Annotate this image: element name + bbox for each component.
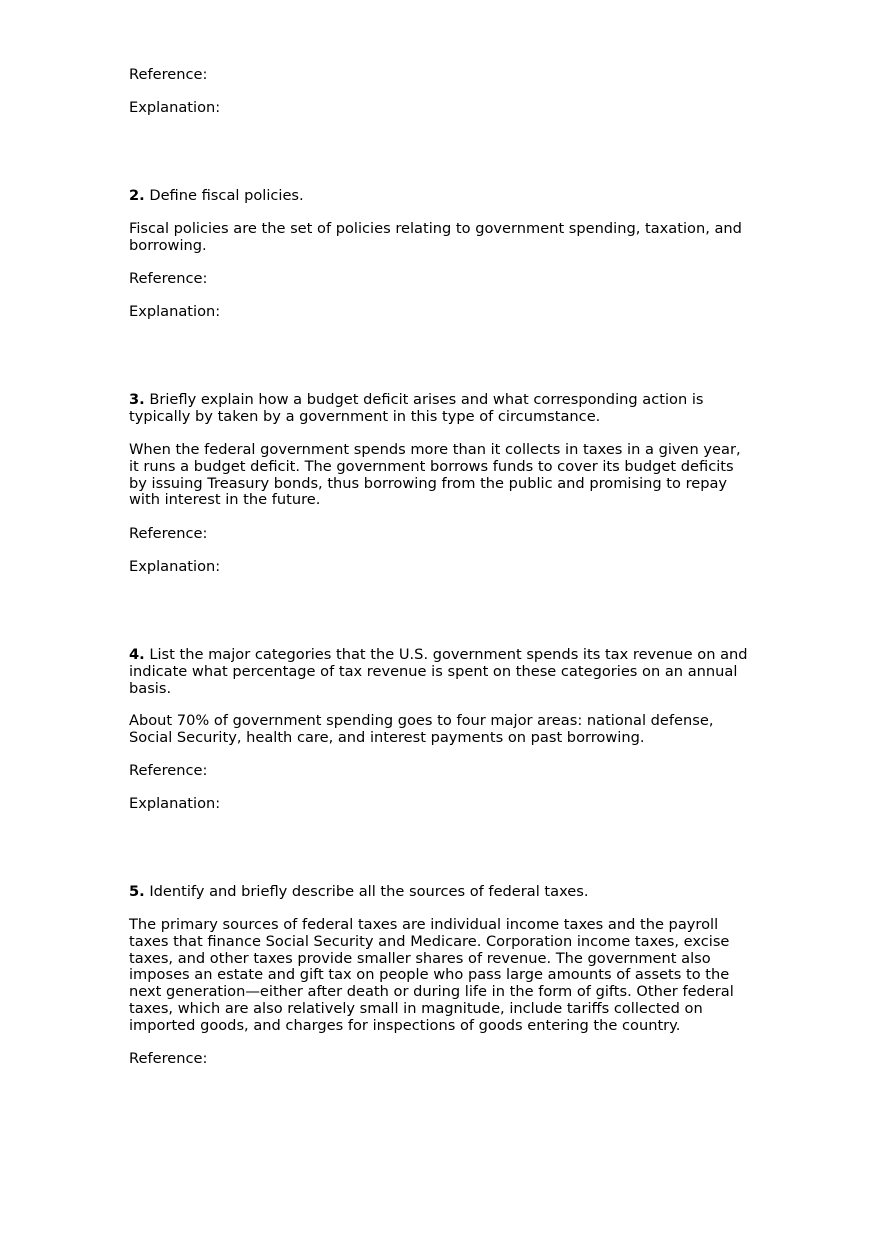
question-number: 3. (129, 391, 145, 408)
question-3-answer: When the federal government spends more than it collects in taxes in a given year, it runs a budget deficit. The government borrows funds to cover its budget deficits by issuing Treasury bonds, thus borrowing from the public and promising to repay with interest in the future. (129, 441, 741, 509)
question-number: 5. (129, 883, 145, 900)
question-text: Identify and briefly describe all the sources of federal taxes. (149, 883, 589, 900)
reference-label: Reference: (129, 525, 208, 542)
explanation-label: Explanation: (129, 795, 221, 812)
reference-label: Reference: (129, 1050, 208, 1067)
question-text: Define fiscal policies. (149, 187, 304, 204)
question-3-prompt (129, 392, 754, 426)
reference-label: Reference: (129, 762, 208, 779)
question-2-answer: Fiscal policies are the set of policies relating to government spending, taxation, and borrowing. (129, 220, 742, 254)
question-text: List the major categories that the U.S. government spends its tax revenue on and indicate what percentage of tax revenue is spent on these categories on an annual basis. (129, 646, 748, 697)
question-4-answer: About 70% of government spending goes to four major areas: national defense, Social Security, health care, and interest payments on past borrowing. (129, 712, 714, 746)
question-text: Briefly explain how a budget deficit arises and what corresponding action is typically by taken by a government in this type of circumstance. (129, 391, 704, 425)
explanation-label: Explanation: (129, 99, 221, 116)
question-4-prompt (129, 647, 754, 697)
question-number: 4. (129, 646, 145, 663)
question-2-prompt (129, 188, 754, 205)
reference-label: Reference: (129, 270, 208, 287)
reference-label: Reference: (129, 66, 208, 83)
explanation-label: Explanation: (129, 558, 221, 575)
question-5-answer: The primary sources of federal taxes are individual income taxes and the payroll taxes that finance Social Security and Medicare. Corporation income taxes, excise taxes, and other taxes provide smaller shares of revenue. The government also imposes an estate and gift tax on people who pass large amounts of assets to the next generation—either after death or during life in the form of gifts. Other federal taxes, which are also relatively small in magnitude, include tariffs collected on imported goods, and charges for inspections of goods entering the country. (129, 916, 734, 1034)
explanation-label: Explanation: (129, 303, 221, 320)
question-5-prompt (129, 884, 754, 901)
question-number: 2. (129, 187, 145, 204)
